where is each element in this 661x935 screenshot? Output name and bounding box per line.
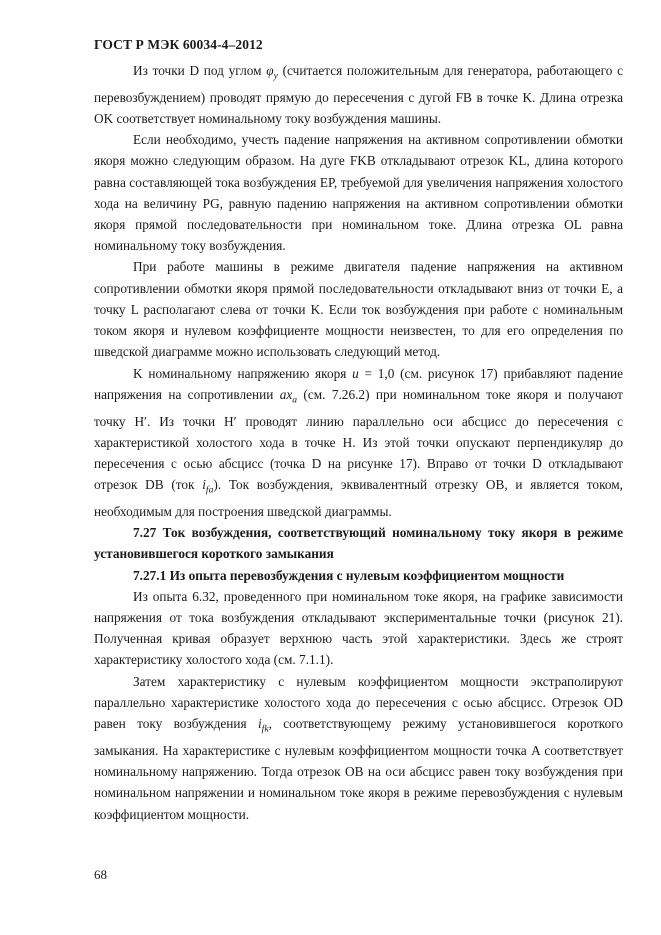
document-body	[94, 60, 623, 825]
text-run: ax	[279, 386, 293, 402]
text-run: 7.27 Ток возбуждения, соответствующий номинальному току якоря в режиме установившегося короткого замыкания	[94, 525, 623, 562]
text-run: i	[202, 477, 206, 493]
text-run: Из опыта 6.32, проведенного при номинальном токе якоря, на графике зависимости напряжения от тока возбуждения откладывают экспериментальные точки (рисунок 21). Полученная кривая образует верхнюю часть этой характеристики. Здесь же строят характеристику холостого хода (см. 7.1.1).	[94, 588, 623, 668]
text-run: y	[273, 70, 278, 82]
text-run: i	[257, 716, 262, 732]
paragraph-extrapolation	[94, 671, 623, 825]
paragraph-motor-mode	[94, 256, 623, 362]
subsection-heading-7-27-1	[94, 565, 623, 586]
text-run: u	[352, 365, 359, 381]
paragraph-swedish-diagram-method	[94, 363, 623, 523]
paragraph-overexcitation-test	[94, 586, 623, 671]
text-run: = 1,0 (см. рисунок 17) прибавляют падение напряжения на сопротивлении	[94, 365, 624, 402]
section-heading-7-27	[94, 522, 623, 564]
text-run: (см. 7.26.2) при номинальном токе якоря и получают точку H′. Из точки H′ проводят линию параллельно оси абсцисс до пересечения с характеристикой холостого хода в точке H. Из этой точки опускают перпендикуляр до пересечения с осью абсцисс (точка D на рисунке 17). Вправо от точки D откладывают отрезок DB (ток	[94, 386, 623, 493]
text-run: fk	[261, 723, 269, 735]
text-run: a	[292, 394, 298, 406]
page-number: 68	[94, 867, 107, 882]
text-run: При работе машины в режиме двигателя падение напряжения на активном сопротивлении обмотки якоря прямой последовательности откладывают вниз от точки E, а точку L располагают слева от точки K. Если ток возбуждения при работе с номинальным током якоря и нулевом коэффициенте мощности неизвестен, то для его определения по шведской диаграмме можно использовать следующий метод.	[94, 259, 623, 360]
paragraph-optimal-angle	[94, 60, 623, 129]
document-header: ГОСТ Р МЭК 60034-4–2012	[94, 37, 263, 52]
text-run: fa	[205, 484, 214, 496]
text-run: , соответствующему режиму установившегося короткого замыкания. На характеристике с нулевым коэффициентом мощности точка A соответствует номинальному напряжению. Тогда отрезок OB на оси абсцисс равен току возбуждения при номинальном напряжении и номинальном токе якоря в режиме перевозбуждения с нулевым коэффициентом мощности.	[94, 716, 623, 822]
text-run: (считается положительным для генератора, работающего с перевозбуждением) проводят прямую до пересечения с дугой FB в точке K. Длина отрезка OK соответствует номинальному току возбуждения машины.	[94, 63, 623, 127]
text-run: φ	[266, 63, 274, 78]
text-run: Если необходимо, учесть падение напряжения на активном сопротивлении обмотки якоря можно следующим образом. На дуге FKB откладывают отрезок KL, длина которого равна составляющей тока возбуждения EP, требуемой для увеличения напряжения холостого хода на величину PG, равную падению напряжения на активном сопротивлении обмотки якоря прямой последовательности при номинальном токе. Длина отрезка OL равна номинальному току возбуждения.	[94, 132, 623, 254]
text-run: 7.27.1 Из опыта перевозбуждения с нулевым коэффициентом мощности	[133, 567, 565, 583]
paragraph-armature-resistance	[94, 129, 623, 256]
text-run: ). Ток возбуждения, эквивалентный отрезку OB, и является током, необходимым для построения шведской диаграммы.	[94, 477, 624, 520]
text-run: Из точки D под углом	[133, 63, 267, 78]
text-run: Затем характеристику с нулевым коэффициентом мощности экстраполируют параллельно характеристике холостого хода до пересечения с осью абсцисс. Отрезок OD равен току возбуждения	[94, 673, 623, 732]
text-run: K номинальному напряжению якоря	[133, 365, 353, 381]
